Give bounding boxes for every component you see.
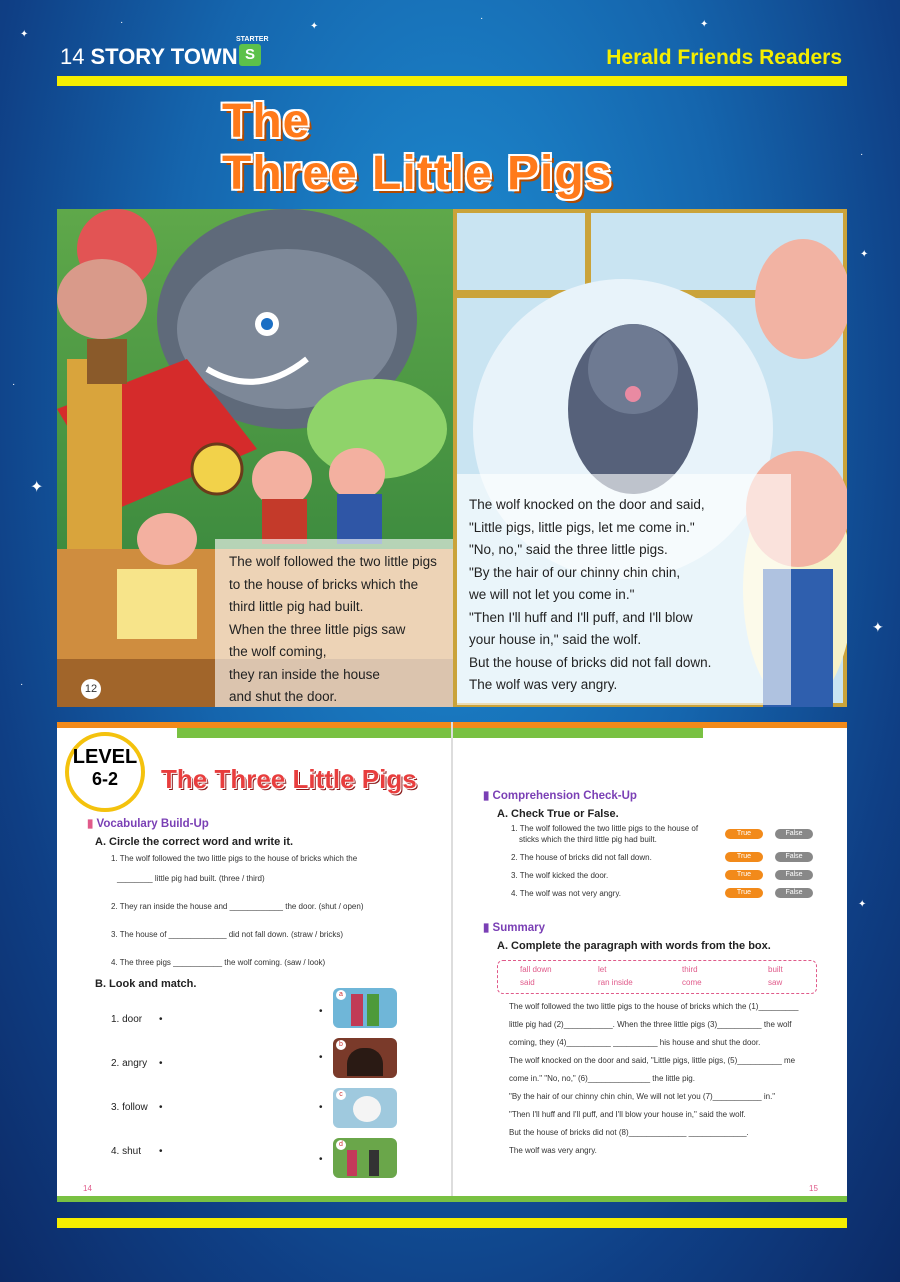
summary-line: little pig had (2)___________. When the three little pigs (3)__________ the wolf (509, 1020, 792, 1029)
question-line: ________ little pig had built. (three / third) (117, 874, 265, 883)
match-dot[interactable]: • (319, 1154, 323, 1165)
worksheet-page-left (57, 722, 451, 1202)
story-line: third little pig had built. (229, 599, 364, 614)
story-line: When the three little pigs saw (229, 621, 406, 637)
question-line: 1. The wolf followed the two little pigs to the house of bricks which the (111, 854, 358, 863)
page-number-left: 14 (83, 1184, 92, 1193)
story-line: to the house of bricks which the (229, 576, 419, 592)
story-line: they ran inside the house (229, 666, 380, 682)
box-word: ran inside (598, 978, 633, 987)
star-icon: · (120, 17, 124, 28)
page-number-right: 15 (809, 1184, 818, 1193)
summary-line: "By the hair of our chinny chin chin, We will not let you (7)___________ in." (509, 1092, 776, 1101)
tf-item: sticks which the third little pig had built. (519, 835, 657, 844)
vocab-heading-label: Vocabulary Build-Up (96, 818, 209, 830)
summary-instruction: A. Complete the paragraph with words from the box. (497, 940, 771, 952)
worksheet-page-right (453, 722, 847, 1202)
tf-instruction: A. Check True or False. (497, 808, 619, 820)
worksheet-title: The Three Little Pigs (161, 764, 417, 794)
false-button[interactable]: False (775, 888, 813, 898)
match-word: 4. shut (111, 1146, 142, 1157)
pic-label: c (336, 1090, 346, 1100)
match-dot[interactable]: • (159, 1146, 163, 1157)
story-line: The wolf was very angry. (469, 677, 618, 692)
summary-line: come in." "No, no," (6)______________ the little pig. (509, 1074, 695, 1083)
box-word: said (520, 978, 535, 987)
title-line-2: Three Little Pigs (222, 147, 613, 200)
star-icon: ✦ (858, 899, 867, 910)
summary-line: coming, they (4)__________ __________ his house and shut the door. (509, 1038, 761, 1047)
vocab-heading (87, 816, 209, 830)
story-line: your house in," said the wolf. (469, 632, 642, 647)
header-series (60, 44, 238, 70)
summary-line: The wolf was very angry. (509, 1146, 597, 1155)
question-line: 3. The house of _____________ did not fall down. (straw / bricks) (111, 930, 343, 939)
star-icon: ✦ (860, 249, 869, 260)
star-icon: · (20, 679, 24, 690)
story-line: and shut the door. (229, 689, 338, 704)
story-line: "Little pigs, little pigs, let me come in." (469, 519, 695, 535)
story-page-right (453, 209, 847, 707)
match-dot[interactable]: • (319, 1006, 323, 1017)
pic-label: d (336, 1140, 346, 1150)
star-icon: ✦ (30, 479, 44, 496)
part-b-instruction: B. Look and match. (95, 978, 197, 990)
story-spread (57, 209, 847, 707)
story-line: "By the hair of our chinny chin chin, (469, 564, 681, 580)
star-icon: · (860, 149, 864, 160)
door-picture (333, 988, 397, 1028)
true-button[interactable]: True (725, 852, 763, 862)
question-line: 4. The three pigs ___________ the wolf coming. (saw / look) (111, 958, 326, 967)
tf-item: 2. The house of bricks did not fall down. (511, 853, 652, 862)
starter-badge (236, 36, 269, 72)
story-text-right (457, 474, 791, 705)
shut-door-picture (333, 1038, 397, 1078)
star-icon: ✦ (700, 19, 709, 30)
star-icon: ✦ (310, 21, 319, 32)
series-title: STORY TOWN (90, 44, 238, 69)
box-word: built (768, 965, 783, 974)
story-text-left (215, 539, 483, 707)
badge-letter: S (239, 44, 261, 66)
tf-item: 4. The wolf was not very angry. (511, 889, 621, 898)
brand-title: Herald Friends Readers (606, 46, 842, 69)
false-button[interactable]: False (775, 829, 813, 839)
false-button[interactable]: False (775, 870, 813, 880)
star-icon: · (12, 379, 16, 390)
book-icon: ▮ (483, 922, 490, 934)
match-dot[interactable]: • (159, 1102, 163, 1113)
story-line: "Then I'll huff and I'll puff, and I'll blow (469, 609, 693, 625)
story-line: The wolf followed the two little pigs (229, 554, 437, 569)
story-page-left (57, 209, 453, 707)
book-icon: ▮ (87, 818, 94, 830)
badge-label: STARTER (236, 36, 269, 43)
summary-heading-label: Summary (492, 922, 545, 934)
true-button[interactable]: True (725, 870, 763, 880)
box-word: third (682, 965, 698, 974)
match-dot[interactable]: • (319, 1052, 323, 1063)
question-line: 2. They ran inside the house and ____________ the door. (shut / open) (111, 902, 364, 911)
header-page-number: 14 (60, 44, 85, 69)
level-badge (65, 732, 145, 812)
story-line: the wolf coming, (229, 644, 327, 659)
match-dot[interactable]: • (319, 1102, 323, 1113)
story-line: But the house of bricks did not fall down. (469, 654, 712, 670)
box-word: come (682, 978, 702, 987)
title-line-1: The (222, 95, 311, 148)
match-dot[interactable]: • (159, 1058, 163, 1069)
summary-line: The wolf followed the two little pigs to the house of bricks which the (1)_________ (509, 1002, 799, 1011)
comprehension-heading-label: Comprehension Check-Up (492, 790, 637, 802)
star-icon: ✦ (20, 29, 29, 40)
pic-label: b (336, 1040, 346, 1050)
match-word: 1. door (111, 1014, 143, 1025)
angry-cat-picture (333, 1088, 397, 1128)
box-word: let (598, 965, 607, 974)
story-line: we will not let you come in." (469, 587, 635, 602)
worksheet-spread (57, 722, 847, 1202)
summary-line: But the house of bricks did not (8)_____________ _____________. (509, 1128, 749, 1137)
story-page-number: 12 (81, 679, 101, 699)
false-button[interactable]: False (775, 852, 813, 862)
true-button[interactable]: True (725, 829, 763, 839)
story-line: "No, no," said the three little pigs. (469, 542, 668, 557)
tf-item: 1. The wolf followed the two little pigs to the house of (511, 824, 699, 833)
star-icon: · (480, 13, 484, 24)
level-label: LEVEL (72, 746, 138, 768)
pic-label: a (336, 990, 346, 1000)
header-divider (57, 76, 847, 86)
summary-heading (483, 920, 545, 934)
level-value: 6-2 (91, 769, 118, 789)
match-word: 3. follow (111, 1102, 148, 1113)
tf-item: 3. The wolf kicked the door. (511, 871, 609, 880)
summary-line: "Then I'll huff and I'll puff, and I'll blow your house in," said the wolf. (509, 1110, 746, 1119)
comprehension-heading (483, 788, 637, 802)
match-dot[interactable]: • (159, 1014, 163, 1025)
decor-ribbon (57, 1196, 847, 1202)
star-icon: ✦ (872, 619, 884, 635)
true-button[interactable]: True (725, 888, 763, 898)
story-line: The wolf knocked on the door and said, (469, 497, 705, 512)
match-word: 2. angry (111, 1058, 148, 1069)
follow-picture (333, 1138, 397, 1178)
part-a-instruction: A. Circle the correct word and write it. (95, 836, 294, 848)
word-box (497, 960, 817, 994)
box-word: fall down (520, 965, 552, 974)
footer-divider (57, 1218, 847, 1228)
box-word: saw (768, 978, 783, 987)
summary-line: The wolf knocked on the door and said, "Little pigs, little pigs, (5)__________ me (509, 1056, 796, 1065)
story-title (222, 96, 612, 200)
book-icon: ▮ (483, 790, 490, 802)
